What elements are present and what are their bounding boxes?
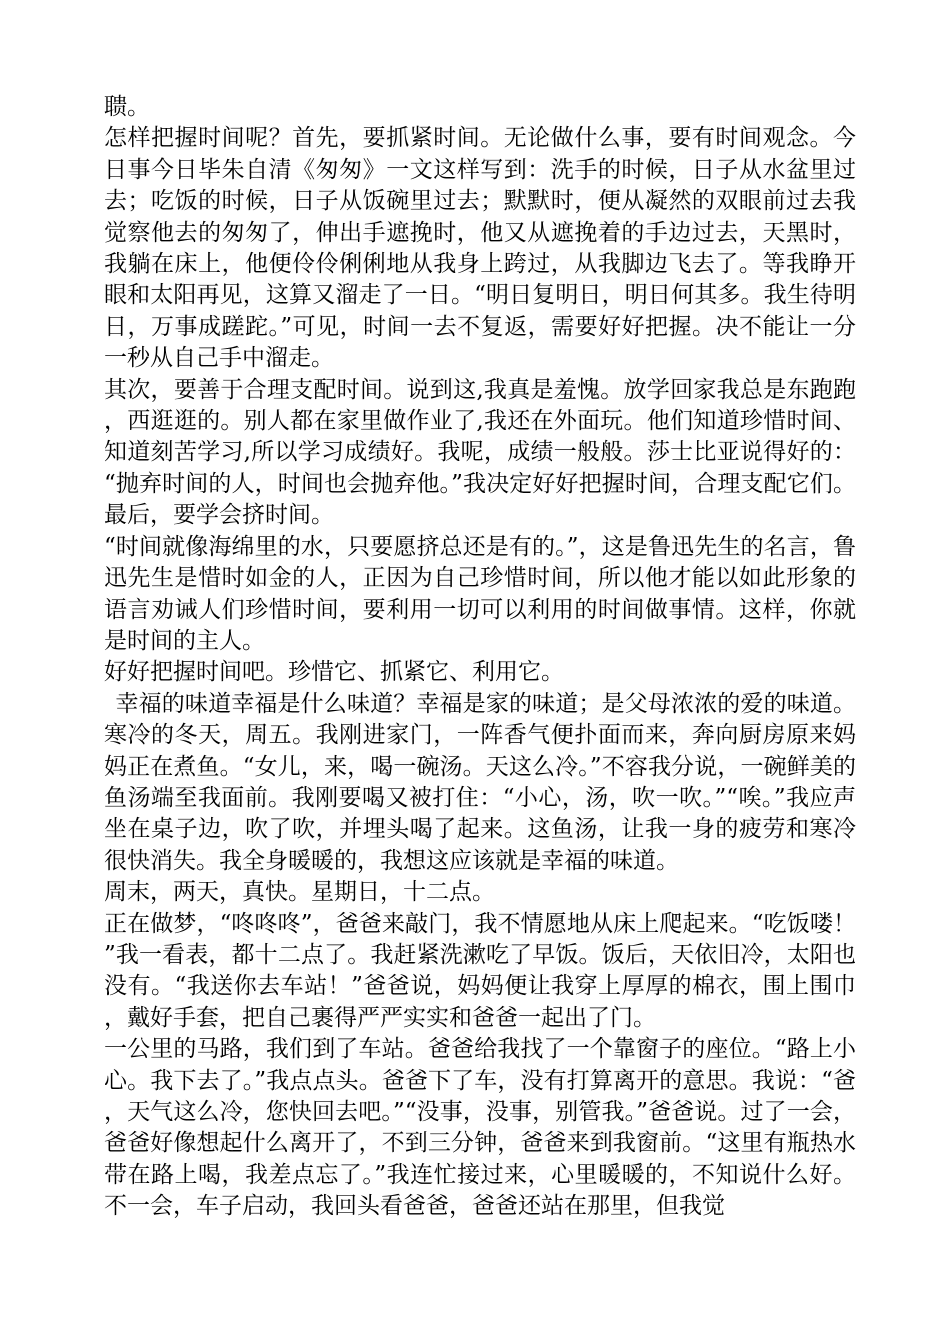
paragraph-conclusion: 好好把握时间吧。珍惜它、抓紧它、利用它。 — [104, 659, 564, 686]
paragraph-continuation: 聩。 — [104, 94, 150, 120]
paragraph-taste-of-happiness: 幸福的味道幸福是什么味道？幸福是家的味道；是父母浓浓的爱的味道。寒冷的冬天，周五。我刚进家门，一阵香气便扑面而来，奔向厨房原来妈妈正在煮鱼。“女儿，来，喝一碗汤。天这么冷。”不容我分说，一碗鲜美的鱼汤端至我面前。我刚要喝又被打住：“小心，汤，吹一吹。”“唉。”我应声坐在桌子边，吹了吹，并埋头喝了起来。这鱼汤，让我一身的疲劳和寒冷很快消失。我全身暖暖的，我想这应该就是幸福的味道。 — [104, 690, 856, 874]
paragraph-bus-station: 一公里的马路，我们到了车站。爸爸给我找了一个靠窗子的座位。“路上小心。我下去了。”我点点头。爸爸下了车，没有打算离开的意思。我说：“爸，天气这么冷，您快回去吧。”“没事，没事，别管我。”爸爸说。过了一会，爸爸好像想起什么离开了，不到三分钟，爸爸来到我窗前。“这里有瓶热水带在路上喝，我差点忘了。”我连忙接过来，心里暖暖的，不知说什么好。不一会，车子启动，我回头看爸爸，爸爸还站在那里，但我觉 — [104, 1036, 856, 1220]
paragraph-weekend: 周末，两天，真快。星期日，十二点。 — [104, 879, 495, 906]
document-page — [104, 92, 856, 1223]
paragraph-seize-time: 怎样把握时间呢？首先，要抓紧时间。无论做什么事，要有时间观念。今日事今日毕朱自清《匆匆》一文这样写到：洗手的时候，日子从水盆里过去；吃饭的时候，日子从饭碗里过去；默默时，便从凝然的双眼前过去我觉察他去的匆匆了，伸出手遮挽时，他又从遮挽着的手边过去，天黑时，我躺在床上，他便伶伶俐俐地从我身上跨过，从我脚边飞去了。等我睁开眼和太阳再见，这算又溜走了一日。“明日复明日，明日何其多。我生待明日，万事成蹉跎。”可见，时间一去不复返，需要好好把握。决不能让一分一秒从自己手中溜走。 — [104, 125, 856, 372]
paragraph-dreaming: 正在做梦，“咚咚咚”，爸爸来敲门，我不情愿地从床上爬起来。“吃饭喽！”我一看表，都十二点了。我赶紧洗漱吃了早饭。饭后，天依旧冷，太阳也没有。“我送你去车站！”爸爸说，妈妈便让我穿上厚厚的棉衣，围上围巾，戴好手套，把自己裹得严严实实和爸爸一起出了门。 — [104, 910, 856, 1031]
paragraph-squeeze-time: “时间就像海绵里的水，只要愿挤总还是有的。”，这是鲁迅先生的名言，鲁迅先生是惜时如金的人，正因为自己珍惜时间，所以他才能以如此形象的语言劝诫人们珍惜时间，要利用一切可以利用的时间做事情。这样，你就是时间的主人。 — [104, 533, 856, 654]
paragraph-manage-time: 其次，要善于合理支配时间。说到这,我真是羞愧。放学回家我总是东跑跑，西逛逛的。别人都在家里做作业了,我还在外面玩。他们知道珍惜时间、知道刻苦学习,所以学习成绩好。我呢，成绩一般般。莎士比亚说得好的：“抛弃时间的人，时间也会抛弃他。”我决定好好把握时间，合理支配它们。最后，要学会挤时间。 — [104, 376, 856, 529]
